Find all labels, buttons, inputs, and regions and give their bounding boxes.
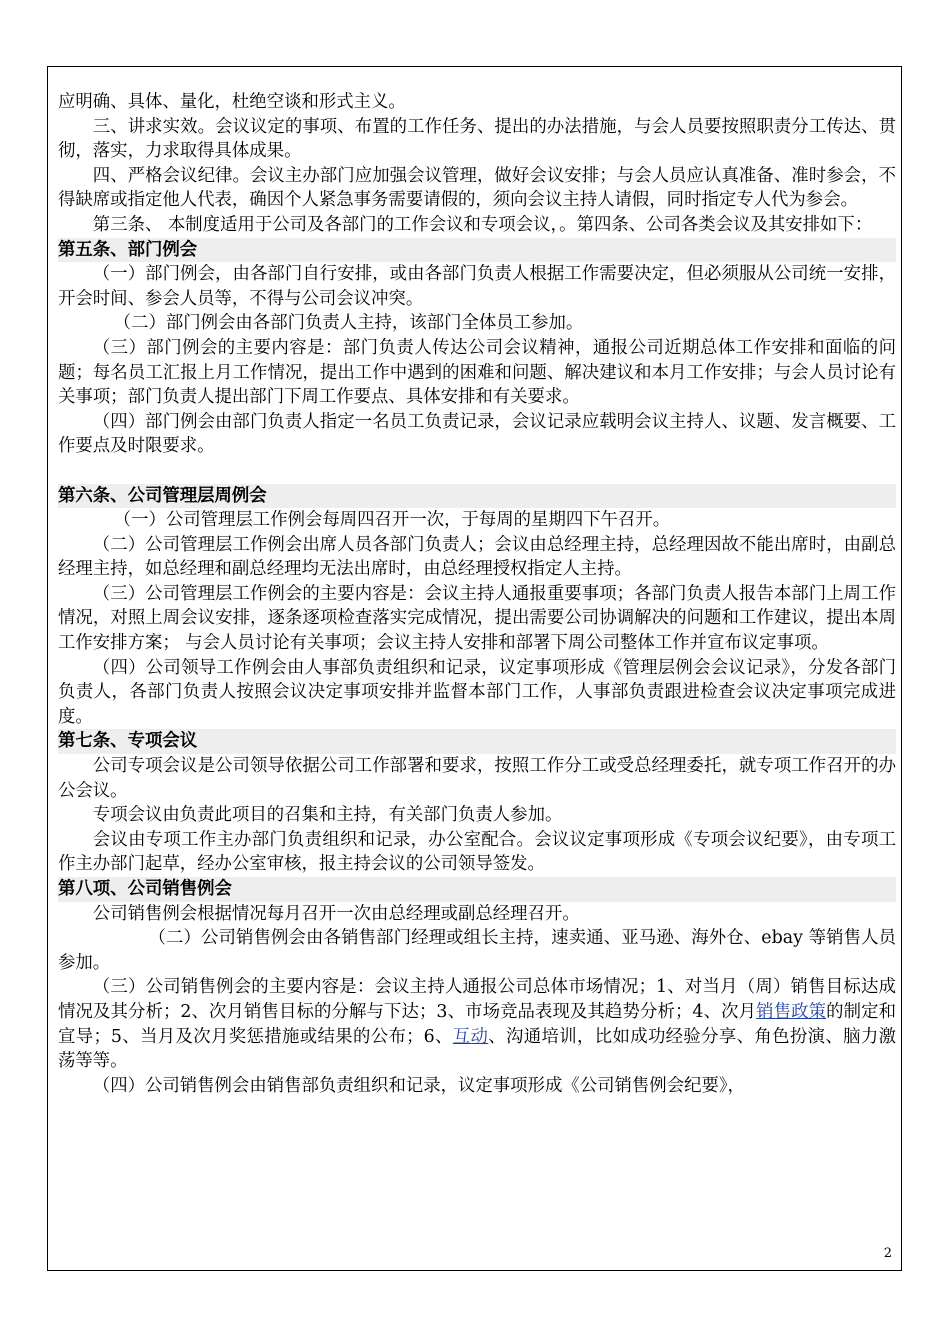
text-run: 、沟通培训，比如成功经验分享、角色扮演、脑力激荡等等。 bbox=[58, 1026, 896, 1072]
paragraph: （二）公司销售例会由各销售部门经理或组长主持，速卖通、亚马逊、海外仓、ebay 等销售人员参加。 bbox=[58, 928, 896, 973]
paragraph: （一）公司管理层工作例会每周四召开一次，于每周的星期四下午召开。 bbox=[113, 510, 671, 531]
paragraph: 第三条、 本制度适用于公司及各部门的工作会议和专项会议，。第四条、公司各类会议及其安排如下： bbox=[92, 214, 873, 235]
paragraph: （四）公司销售例会由销售部负责组织和记录，议定事项形成《公司销售例会纪要》， bbox=[92, 1075, 745, 1096]
section-heading-8: 第八项、公司销售例会 bbox=[58, 877, 896, 902]
paragraph: （四）部门例会由部门负责人指定一名员工负责记录，会议记录应载明会议主持人、议题、发言概要、工作要点及时限要求。 bbox=[58, 411, 896, 457]
text-run: （三）公司销售例会的主要内容是：会议主持人通报公司总体市场情况；1、对当月（周）销售目标达成情况及其分析；2、次月销售目标的分解与下达；3、市场竞品表现及其趋势分析；4、次月 bbox=[58, 977, 896, 1022]
sales-policy-link[interactable]: 销售政策 bbox=[756, 1001, 827, 1022]
paragraph: 公司销售例会根据情况每月召开一次由总经理或副总经理召开。 bbox=[92, 903, 580, 924]
paragraph: 四、严格会议纪律。会议主办部门应加强会议管理，做好会议安排；与会人员应认真准备、准时参会，不得缺席或指定他人代表，确因个人紧急事务需要请假的，须向会议主持人请假，同时指定专人代为参会。 bbox=[58, 165, 896, 211]
paragraph: （二）公司管理层工作例会出席人员各部门负责人；会议由总经理主持，总经理因故不能出席时，由副总经理主持，如总经理和副总经理均无法出席时，由总经理授权指定人主持。 bbox=[58, 534, 896, 580]
interaction-link[interactable]: 互动 bbox=[452, 1026, 489, 1047]
page-number: 2 bbox=[883, 1246, 892, 1261]
paragraph: （三）部门例会的主要内容是：部门负责人传达公司会议精神，通报公司近期总体工作安排和面临的问题；每名员工汇报上月工作情况，提出工作中遇到的困难和问题、解决建议和本月工作安排；与会人员讨论有关事项；部门负责人提出部门下周工作要点、具体安排和有关要求。 bbox=[58, 337, 896, 408]
paragraph: （三）公司管理层工作例会的主要内容是：会议主持人通报重要事项；各部门负责人报告本部门上周工作情况，对照上周会议安排，逐条逐项检查落实完成情况，提出需要公司协调解决的问题和工作建议，提出本周工作安排方案； 与会人员讨论有关事项；会议主持人安排和部署下周公司整体工作并宣布议定事项。 bbox=[58, 583, 896, 654]
paragraph: （二）部门例会由各部门负责人主持，该部门全体员工参加。 bbox=[113, 313, 584, 334]
section-heading-7: 第七条、专项会议 bbox=[58, 729, 896, 754]
paragraph bbox=[58, 975, 896, 1073]
text-run: 的制定和宣导；5、当月及次月奖惩措施或结果的公布；6、 bbox=[58, 1001, 896, 1047]
paragraph: 应明确、具体、量化，杜绝空谈和形式主义。 bbox=[58, 92, 406, 112]
paragraph: 公司专项会议是公司领导依据公司工作部署和要求，按照工作分工或受总经理委托，就专项工作召开的办公会议。 bbox=[58, 756, 896, 801]
paragraph: 专项会议由负责此项目的召集和主持，有关部门负责人参加。 bbox=[92, 805, 563, 826]
paragraph: （四）公司领导工作例会由人事部负责组织和记录，议定事项形成《管理层例会会议记录》，分发各部门负责人，各部门负责人按照会议决定事项安排并监督本部门工作，人事部负责跟进检查会议决定事项完成进度。 bbox=[58, 657, 896, 727]
paragraph: 会议由专项工作主办部门负责组织和记录，办公室配合。会议议定事项形成《专项会议纪要》，由专项工作主办部门起草，经办公室审核，报主持会议的公司领导签发。 bbox=[58, 829, 896, 875]
blank-line bbox=[58, 459, 896, 484]
document-body bbox=[58, 90, 896, 1098]
section-heading-5: 第五条、部门例会 bbox=[58, 238, 896, 263]
section-heading-6: 第六条、公司管理层周例会 bbox=[58, 484, 896, 509]
paragraph: （一）部门例会，由各部门自行安排，或由各部门负责人根据工作需要决定，但必须服从公司统一安排，开会时间、参会人员等，不得与公司会议冲突。 bbox=[58, 264, 896, 309]
paragraph: 三、讲求实效。会议议定的事项、布置的工作任务、提出的办法措施，与会人员要按照职责分工传达、贯彻，落实，力求取得具体成果。 bbox=[58, 116, 896, 162]
